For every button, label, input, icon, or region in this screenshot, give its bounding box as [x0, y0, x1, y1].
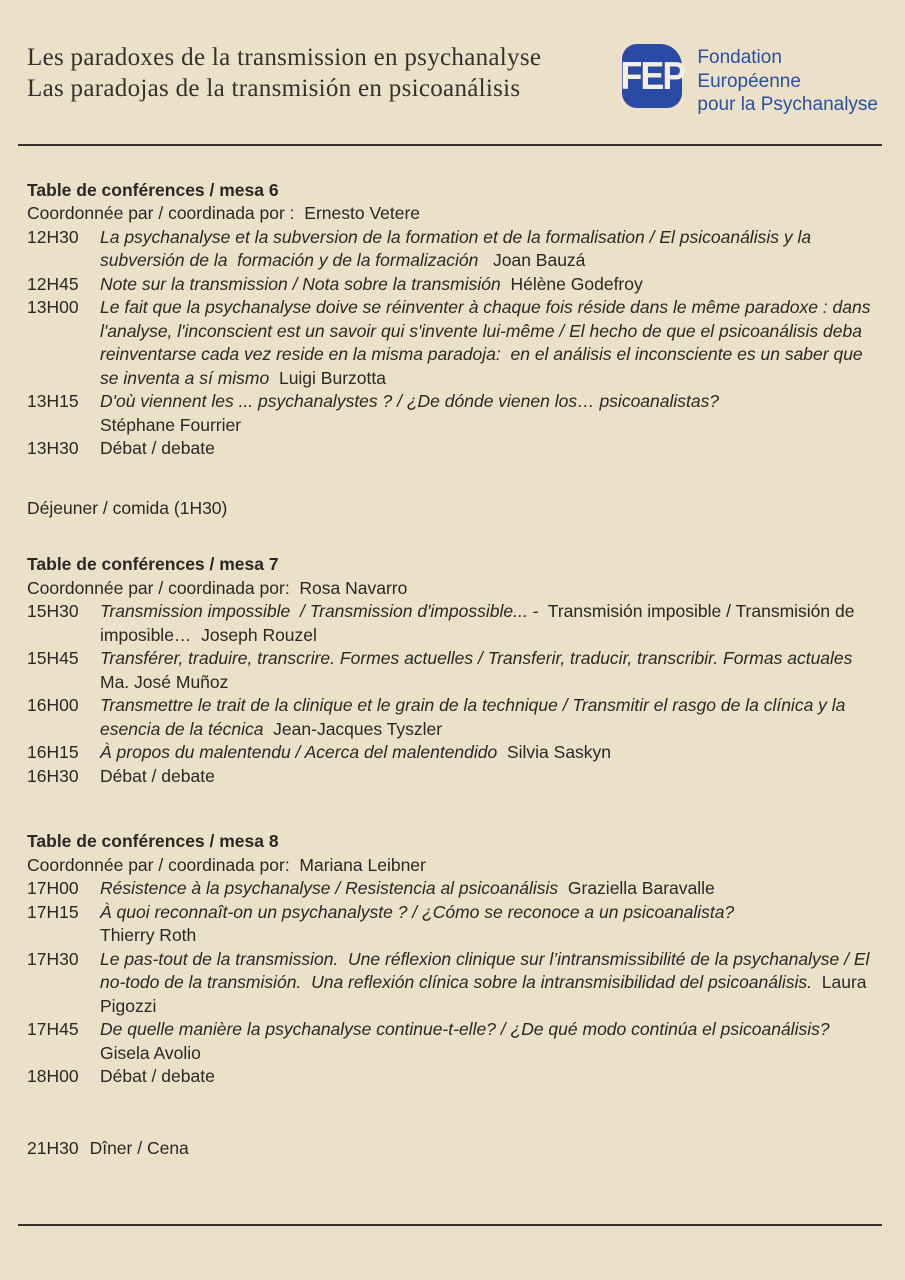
schedule-row — [27, 647, 883, 694]
talk-speaker: Gisela Avolio — [100, 1042, 201, 1063]
talk-title: Note sur la transmission / Nota sobre la transmisión — [100, 273, 501, 294]
talk-speaker: Laura Pigozzi — [100, 972, 872, 1016]
schedule-description — [100, 226, 883, 273]
talk-title: D'où viennent les ... psychanalystes ? / ¿De dónde vienen los… psicoanalistas? — [100, 391, 720, 411]
schedule-time: 16H00 — [27, 695, 79, 715]
talk-speaker: Thierry Roth — [100, 925, 197, 945]
talk-title: Transmission impossible / Transmission d'impossible... - — [100, 601, 539, 621]
schedule-time: 15H45 — [27, 648, 79, 668]
schedule-content — [0, 179, 905, 1161]
section-heading: Table de conférences / mesa 8 — [27, 831, 279, 851]
talk-title: Résistence à la psychanalyse / Resistencia al psicoanálisis — [100, 878, 559, 898]
talk-title: Transférer, traduire, transcrire. Formes actuelles / Transferir, traducir, transcribir. Formas actuales — [100, 648, 853, 668]
schedule-description — [100, 1065, 883, 1089]
schedule-row — [27, 273, 883, 297]
schedule-time: 17H15 — [27, 901, 79, 922]
talk-speaker: Jean-Jacques Tyszler — [263, 718, 443, 739]
schedule-description — [100, 600, 883, 647]
schedule-description — [100, 741, 883, 765]
coordinator-line: Coordonnée par / coordinada por : Ernesto Vetere — [27, 203, 421, 223]
talk-speaker: Silvia Saskyn — [497, 742, 612, 762]
talk-speaker: Transmisión imposible / Transmisión de imposible… Joseph Rouzel — [100, 601, 860, 645]
fep-logo-block — [622, 44, 878, 117]
schedule-row — [27, 437, 883, 461]
schedule-row — [27, 741, 883, 765]
schedule-row — [27, 296, 883, 390]
talk-title: À propos du malentendu / Acerca del malentendido — [100, 742, 498, 762]
document-title — [27, 42, 541, 104]
fep-logo-icon — [620, 44, 685, 108]
conference-table-section-7 — [27, 553, 883, 788]
schedule-row — [27, 877, 883, 901]
schedule-row — [27, 694, 883, 741]
talk-title: Le pas-tout de la transmission. Une réflexion clinique sur l’intransmissibilité de la psychanalyse / El no-todo de la transmisión. Una reflexión clínica sobre la intransmisibilidad del psicoanálisis. — [100, 948, 875, 992]
schedule-row — [27, 1065, 883, 1089]
schedule-time: 13H30 — [27, 438, 79, 458]
conference-table-section-6 — [27, 179, 883, 461]
schedule-time: 13H15 — [27, 391, 79, 411]
schedule-description — [100, 694, 883, 741]
section-heading: Table de conférences / mesa 6 — [27, 179, 279, 200]
talk-speaker: Graziella Baravalle — [558, 878, 715, 898]
talk-title: La psychanalyse et la subversion de la formation et de la formalisation / El psicoanálisis y la subversión de la formación y de la formalización — [100, 226, 816, 270]
dinner-line — [27, 1137, 883, 1161]
title-french: Les paradoxes de la transmission en psychanalyse — [27, 44, 542, 71]
talk-speaker: Joan Bauzá — [478, 250, 586, 270]
header-divider — [18, 144, 882, 146]
schedule-time: 16H30 — [27, 765, 79, 786]
schedule-description — [100, 901, 883, 948]
talk-title: De quelle manière la psychanalyse continue-t-elle? / ¿De qué modo continúa el psicoanálisis? — [100, 1019, 830, 1039]
schedule-time: 17H45 — [27, 1019, 79, 1039]
schedule-description — [100, 390, 883, 437]
schedule-time: 17H00 — [27, 878, 79, 898]
schedule-row — [27, 901, 883, 948]
schedule-description — [100, 948, 883, 1019]
conference-table-section-8 — [27, 830, 883, 1089]
fep-org-name — [697, 44, 878, 117]
schedule-row — [27, 600, 883, 647]
schedule-time: 15H30 — [27, 601, 79, 621]
footer-divider — [18, 1224, 882, 1226]
schedule-description — [100, 437, 883, 461]
schedule-time: 17H30 — [27, 948, 79, 969]
dinner-label: Dîner / Cena — [89, 1137, 189, 1158]
talk-title: Transmettre le trait de la clinique et le grain de la technique / Transmitir el rasgo de la clínica y la esencia de la técnica — [100, 695, 851, 739]
section-heading: Table de conférences / mesa 7 — [27, 554, 279, 574]
schedule-row — [27, 765, 883, 789]
schedule-description — [100, 877, 883, 901]
schedule-row — [27, 226, 883, 273]
talk-speaker: Stéphane Fourrier — [100, 414, 242, 435]
talk-speaker: Luigi Burzotta — [269, 367, 386, 388]
dinner-time: 21H30 — [27, 1137, 79, 1158]
page-header — [0, 0, 905, 117]
fep-logo-acronym: FEP — [620, 53, 685, 98]
talk-speaker: Débat / debate — [100, 1066, 215, 1086]
schedule-description — [100, 647, 883, 694]
schedule-description — [100, 296, 883, 390]
talk-speaker: Ma. José Muñoz — [100, 648, 863, 692]
talk-speaker: Hélène Godefroy — [500, 273, 643, 294]
fep-org-line2: Européenne — [697, 70, 801, 92]
schedule-description — [100, 765, 883, 789]
schedule-time: 13H00 — [27, 297, 79, 317]
schedule-time: 12H45 — [27, 273, 79, 294]
talk-speaker: Débat / debate — [100, 765, 215, 786]
schedule-time: 16H15 — [27, 742, 79, 762]
lunch-break-line: Déjeuner / comida (1H30) — [27, 497, 228, 518]
schedule-row — [27, 1018, 883, 1065]
schedule-description — [100, 273, 883, 297]
talk-title: À quoi reconnaît-on un psychanalyste ? / ¿Cómo se reconoce a un psicoanalista? — [100, 901, 735, 922]
coordinator-line: Coordonnée par / coordinada por: Mariana Leibner — [27, 854, 426, 875]
schedule-time: 18H00 — [27, 1066, 79, 1086]
schedule-description — [100, 1018, 883, 1065]
fep-org-line1: Fondation — [697, 47, 782, 68]
coordinator-line: Coordonnée par / coordinada por: Rosa Navarro — [27, 577, 408, 598]
fep-org-line3: pour la Psychanalyse — [697, 94, 878, 115]
schedule-row — [27, 948, 883, 1019]
schedule-time: 12H30 — [27, 226, 79, 247]
title-spanish: Las paradojas de la transmisión en psicoanálisis — [27, 75, 521, 102]
schedule-row — [27, 390, 883, 437]
talk-title: Le fait que la psychanalyse doive se réinventer à chaque fois réside dans le même paradoxe : dans l'analyse, l'inconscient est un savoir qui s'invente lui-même / El hecho de que el psicoanálisis deba reinventarse cada vez reside en la misma paradoja: en el análisis el inconsciente es un saber que se inventa a sí mismo — [100, 297, 876, 388]
talk-speaker: Débat / debate — [100, 438, 215, 458]
